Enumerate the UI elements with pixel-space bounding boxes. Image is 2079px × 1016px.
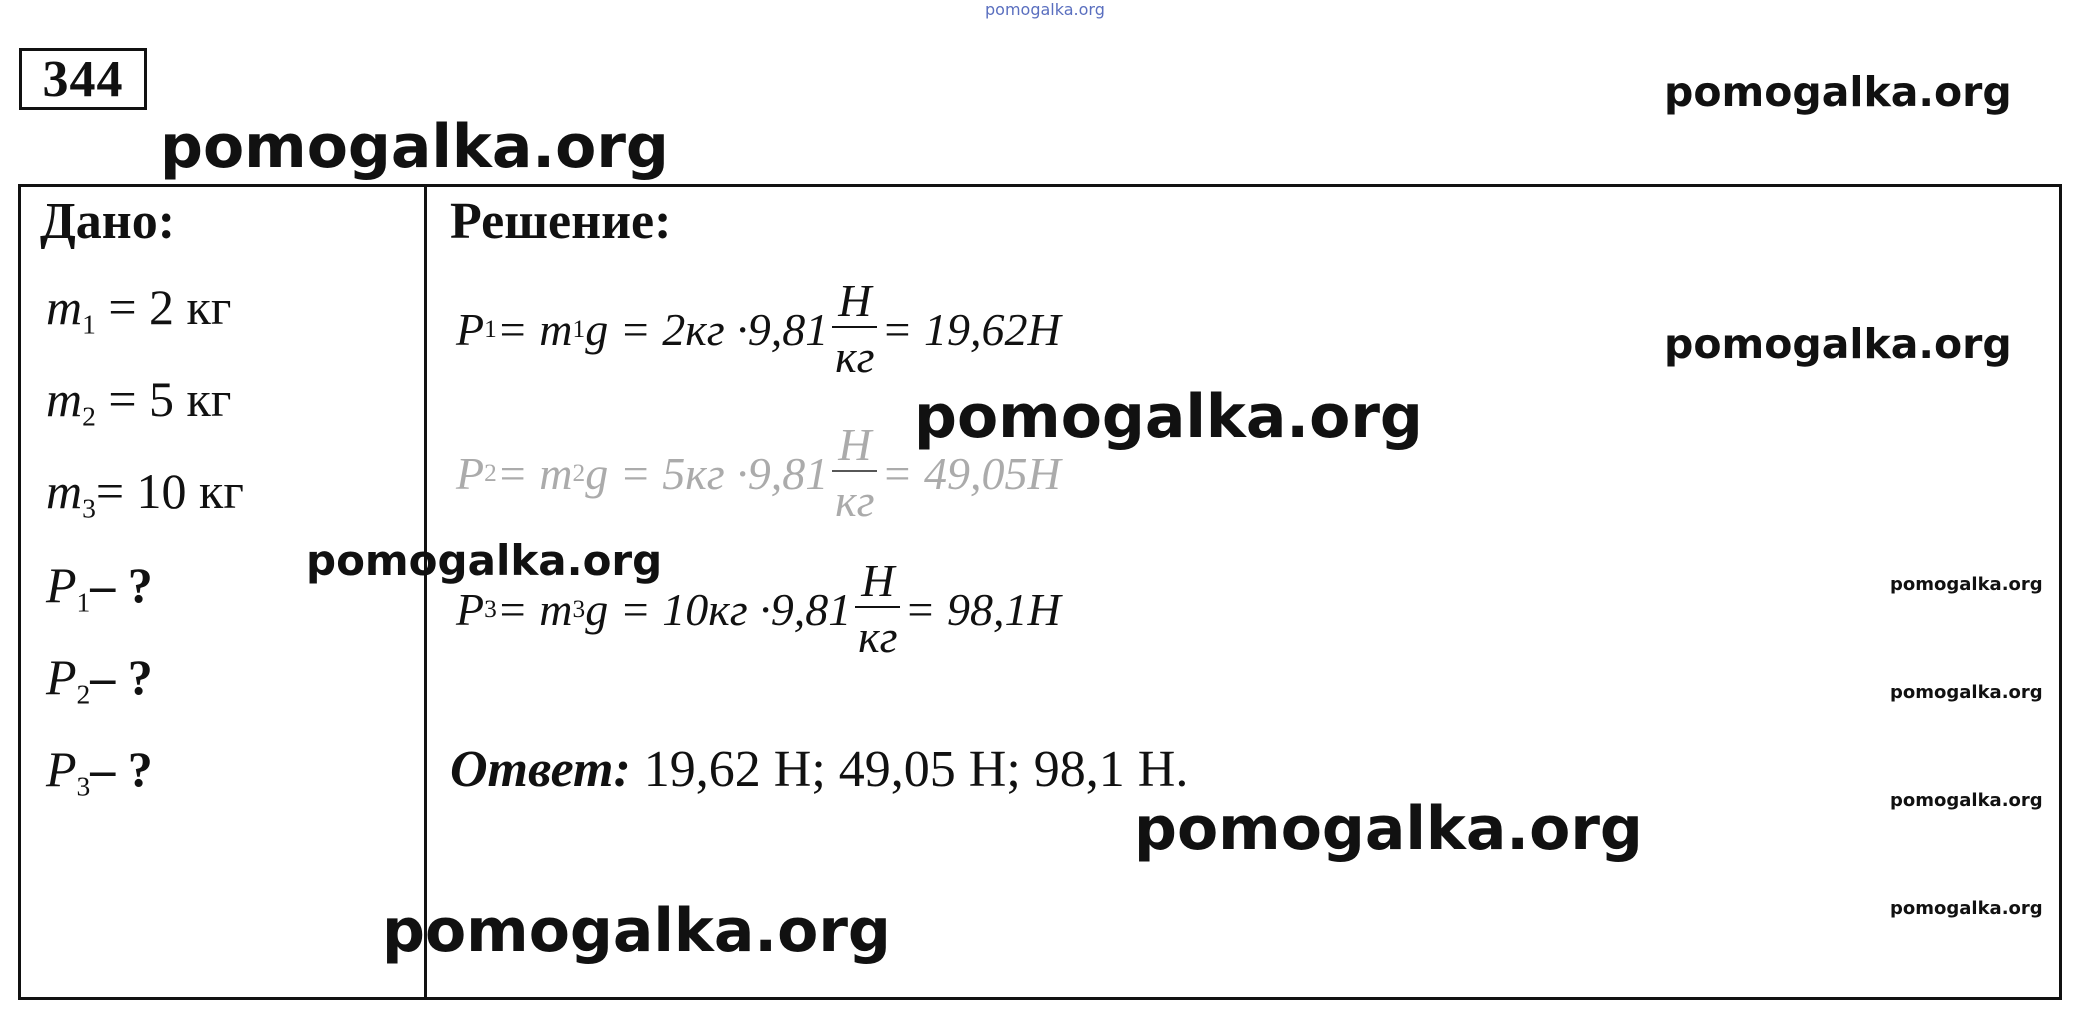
- formula-sub: 3: [572, 594, 586, 623]
- given-sub: 1: [82, 308, 96, 340]
- solution-heading: Решение:: [450, 193, 672, 250]
- fraction-numerator: Н: [832, 422, 877, 472]
- given-var: m: [46, 463, 83, 519]
- column-divider: [424, 184, 427, 1000]
- given-var: P: [46, 557, 77, 613]
- given-line: [46, 740, 153, 803]
- watermark-small: pomogalka.org: [1890, 682, 2043, 703]
- given-unknown: ?: [127, 741, 153, 797]
- answer-value: 19,62 Н; 49,05 Н; 98,1 Н.: [630, 741, 1189, 798]
- answer-line: [450, 740, 1188, 799]
- given-rest: –: [90, 741, 128, 797]
- watermark-small: pomogalka.org: [1890, 898, 2043, 919]
- formula-sub: 1: [484, 314, 497, 343]
- given-line: [46, 648, 153, 711]
- given-rest: = 10 кг: [95, 463, 244, 519]
- fraction-denominator: кг: [858, 611, 898, 662]
- watermark-medium: pomogalka.org: [306, 536, 663, 585]
- formula-sub: 1: [572, 314, 586, 343]
- given-var: P: [46, 649, 77, 705]
- header-watermark[interactable]: pomogalka.org: [985, 0, 1105, 19]
- formula-pre: g = 2кг ·9,81: [585, 303, 829, 355]
- formula-lhs: P: [456, 583, 485, 635]
- fraction-denominator: кг: [835, 331, 875, 382]
- fraction-denominator: кг: [835, 475, 875, 526]
- watermark-large: pomogalka.org: [160, 112, 669, 182]
- formula-result: = 98,1Н: [904, 583, 1061, 635]
- formula-mid: = m: [496, 447, 573, 499]
- formula-pre: g = 5кг ·9,81: [585, 447, 829, 499]
- given-line: [46, 462, 244, 525]
- formula-result: = 49,05Н: [881, 447, 1061, 499]
- formula-mid: = m: [496, 583, 573, 635]
- watermark-large: pomogalka.org: [382, 896, 891, 966]
- given-unknown: ?: [127, 557, 153, 613]
- watermark-large: pomogalka.org: [914, 382, 1423, 452]
- formula-result: = 19,62Н: [881, 303, 1061, 355]
- given-line: [46, 370, 231, 433]
- formula-p1: [456, 275, 1061, 382]
- given-var: m: [46, 371, 83, 427]
- formula-lhs: P: [456, 447, 485, 499]
- watermark-small: pomogalka.org: [1890, 574, 2043, 595]
- given-sub: 2: [82, 400, 96, 432]
- unit-fraction: [832, 275, 877, 382]
- given-rest: = 5 кг: [95, 371, 232, 427]
- given-rest: –: [90, 557, 128, 613]
- fraction-numerator: Н: [832, 278, 877, 328]
- answer-label: Ответ:: [450, 741, 631, 798]
- given-sub: 3: [82, 492, 96, 524]
- formula-sub: 2: [572, 458, 586, 487]
- formula-sub: 3: [484, 594, 497, 623]
- formula-sub: 2: [484, 458, 497, 487]
- watermark-small: pomogalka.org: [1890, 790, 2043, 811]
- fraction-numerator: Н: [855, 558, 900, 608]
- unit-fraction: [832, 419, 877, 526]
- given-line: [46, 278, 231, 341]
- problem-number: 344: [19, 48, 147, 110]
- unit-fraction: [855, 555, 900, 662]
- formula-lhs: P: [456, 303, 485, 355]
- formula-pre: g = 10кг ·9,81: [585, 583, 852, 635]
- given-rest: –: [90, 649, 128, 705]
- given-sub: 1: [76, 586, 91, 618]
- given-line: [46, 556, 153, 619]
- formula-mid: = m: [496, 303, 573, 355]
- given-sub: 2: [76, 678, 91, 710]
- watermark-medium: pomogalka.org: [1664, 320, 2012, 368]
- watermark-large: pomogalka.org: [1134, 794, 1643, 864]
- given-rest: = 2 кг: [95, 279, 232, 335]
- given-unknown: ?: [127, 649, 153, 705]
- given-var: P: [46, 741, 77, 797]
- given-var: m: [46, 279, 83, 335]
- given-sub: 3: [76, 770, 91, 802]
- watermark-medium: pomogalka.org: [1664, 68, 2012, 116]
- given-heading: Дано:: [40, 193, 176, 250]
